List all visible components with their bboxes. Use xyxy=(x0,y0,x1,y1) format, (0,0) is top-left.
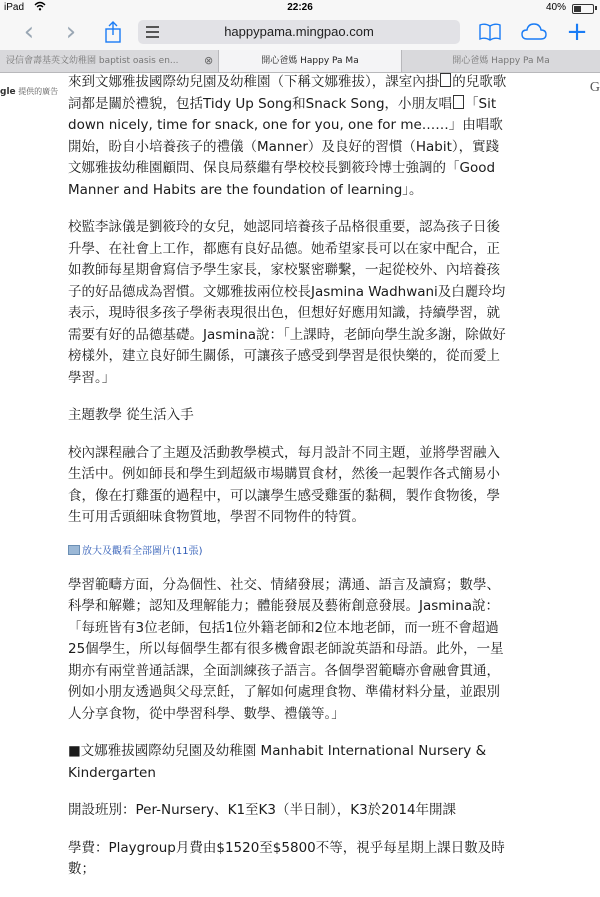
p1-part-c: 「Sit down nicely, time for snack, one for you, one for me……」由唱歌開始，盼自小培養孩子的禮儀（Manner）及良好的習慣（Habit），實踐文娜雅拔幼稚園顧問、保良局蔡繼有學校校長劉筱玲博士強調的「Good Manner and Habits are the foundation of learning」。 xyxy=(68,95,503,198)
ad-text: 提供的廣告 xyxy=(18,87,59,96)
battery-percent: 40% xyxy=(545,2,566,13)
article-body xyxy=(68,72,508,897)
share-icon[interactable] xyxy=(102,18,124,46)
tab-bar xyxy=(0,50,600,73)
tab-happy-pama-active[interactable]: 開心爸媽 Happy Pa Ma xyxy=(218,50,402,72)
article-paragraph-6: 開設班別：Per-Nursery、K1至K3（半日制），K3於2014年開課 xyxy=(68,802,457,818)
article-paragraph-3: 校內課程融合了主題及活動教學模式，每月設計不同主題，並將學習融入生活中。例如師長和學生到超級市場購買食材，然後一起製作各式簡易小食，像在打雞蛋的過程中，可以讓學生感受雞蛋的黏稠，製作食物後，學生可用舌頭細味食物質地，學習不同物件的特質。 xyxy=(68,444,500,525)
missing-glyph-box xyxy=(453,95,464,109)
forward-icon[interactable]: › xyxy=(65,17,77,47)
gallery-link[interactable] xyxy=(68,545,508,559)
ad-brand: gle xyxy=(0,87,16,97)
icloud-tabs-icon[interactable] xyxy=(520,18,548,46)
clock: 22:26 xyxy=(287,2,313,13)
article-paragraph-1 xyxy=(68,72,508,201)
gallery-link-text: 放大及觀看全部圖片(11張) xyxy=(82,545,203,557)
new-tab-icon[interactable]: + xyxy=(566,17,588,47)
ad-edge-letter: G xyxy=(589,80,600,95)
article-paragraph-4: 學習範疇方面，分為個性、社交、情緒發展；溝通、語言及讀寫；數學、科學和解難；認知及理解能力；體能發展及藝術創意發展。Jasmina說：「每班皆有3位老師，包括1位外籍老師和2位本地老師，而一班不會超過25個學生，所以每個學生都有很多機會跟老師說英語和母語。此外，一星期亦有兩堂普通話課，全面訓練孩子語言。各個學習範疇亦會融會貫通，例如小朋友透過與父母烹飪，了解如何處理食物、準備材料分量，並跟別人分享食物，從中學習科學、數學、禮儀等。」 xyxy=(68,576,504,722)
article-paragraph-5: ■文娜雅拔國際幼兒園及幼稚園 Manhabit International Nursery & Kindergarten xyxy=(68,743,487,781)
gallery-icon xyxy=(68,545,80,555)
p1-part-b: 的兒歌歌詞都是關於禮貌，包括Tidy Up Song和Snack Song，小朋友唱 xyxy=(68,74,507,112)
close-tab-icon[interactable]: ⊗ xyxy=(204,54,214,67)
article-paragraph-7: 學費：Playgroup月費由$1520至$5800不等，視乎每星期上課日數及時數； xyxy=(68,839,505,877)
address-bar[interactable] xyxy=(138,20,460,44)
tab-baptist-oasis[interactable]: 浸信會壽基英文幼稚園 baptist oasis en... xyxy=(6,56,179,66)
status-bar xyxy=(0,0,600,16)
ad-label xyxy=(0,86,58,97)
browser-toolbar xyxy=(0,16,600,50)
bookmarks-icon[interactable] xyxy=(478,18,502,46)
article-paragraph-2: 校監李詠儀是劉筱玲的女兒，她認同培養孩子品格很重要，認為孩子日後升學、在社會上工作，都應有良好品德。她希望家長可以在家中配合，正如教師每星期會寫信予學生家長，家校緊密聯繫，一起從校外、內培養孩子的好品德成為習慣。文娜雅拔兩位校長Jasmina Wadhwani及白麗玲均表示，現時很多孩子學術表現很出色，但想好好應用知識，持續學習，就需要有好的品德基礎。Jasmina說：「上課時，老師向學生說多謝，除做好榜樣外，建立良好師生關係，可讓孩子感受到學習是很快樂的，從而愛上學習。」 xyxy=(68,219,506,386)
section-heading: 主題教學 從生活入手 xyxy=(68,407,194,423)
p1-part-a: 來到文娜雅拔國際幼兒園及幼稚園（下稱文娜雅拔），課室內掛 xyxy=(68,74,440,90)
url-text: happypama.mingpao.com xyxy=(224,24,374,39)
back-icon[interactable]: ‹ xyxy=(23,17,35,47)
battery-icon xyxy=(572,4,594,14)
device-label: iPad xyxy=(4,2,25,13)
battery-tip xyxy=(595,6,597,10)
tab-happy-pama[interactable]: 開心爸媽 Happy Pa Ma xyxy=(452,56,550,66)
missing-glyph-box xyxy=(440,73,451,87)
